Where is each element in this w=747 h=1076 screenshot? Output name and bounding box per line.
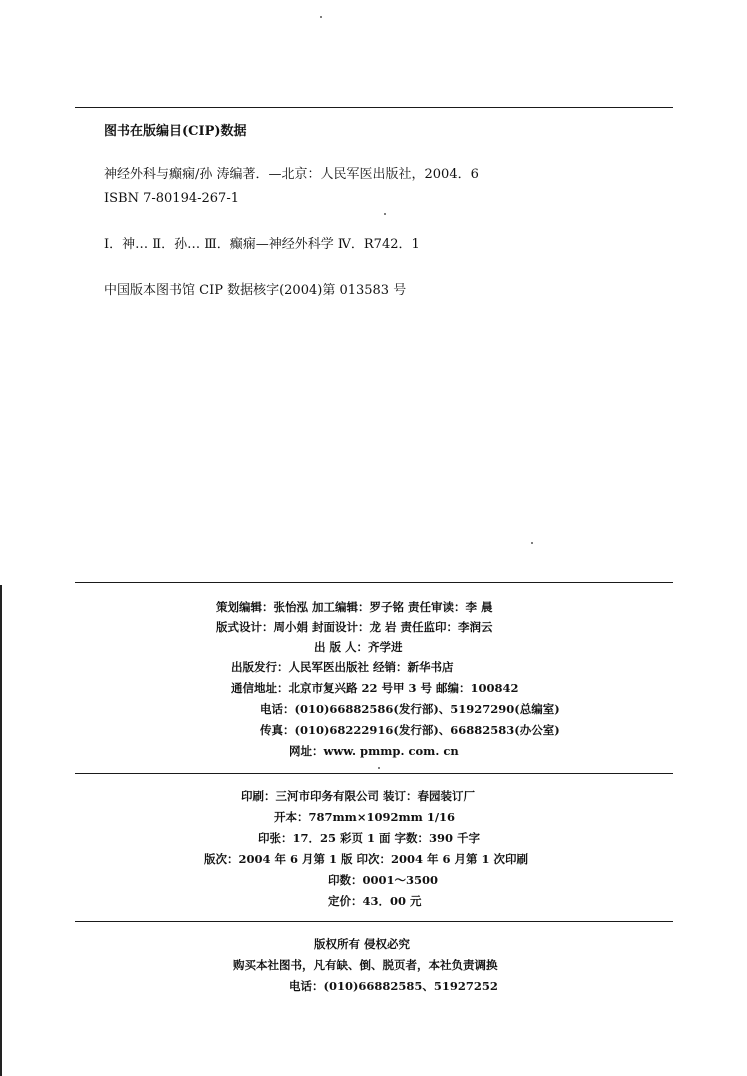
copyright-notice: 版权所有 侵权必究 (314, 937, 411, 951)
cip-subjects: Ⅰ．神… Ⅱ．孙… Ⅲ．癫痫—神经外科学 Ⅳ．R742．1 (104, 237, 420, 252)
cip-isbn: ISBN 7-80194-267-1 (104, 191, 239, 206)
top-rule (75, 107, 673, 108)
credits-phone: 电话：(010)66882586(发行部)、51927290(总编室) (260, 702, 560, 716)
cip-title-line: 神经外科与癫痫/孙 涛编著．—北京：人民军医出版社，2004．6 (104, 167, 479, 182)
printing-rule (75, 773, 673, 774)
credits-editors: 策划编辑：张怡泓 加工编辑：罗子铭 责任审读：李 晨 (216, 600, 493, 614)
credits-fax: 传真：(010)68222916(发行部)、66882583(办公室) (260, 723, 560, 737)
cip-heading: 图书在版编目(CIP)数据 (104, 124, 247, 139)
scan-speck (378, 767, 380, 769)
copyright-rule (75, 921, 673, 922)
copyright-exchange: 购买本社图书，凡有缺、倒、脱页者，本社负责调换 (233, 958, 498, 972)
credits-publisher-person: 出 版 人：齐学进 (314, 640, 403, 654)
scan-speck (531, 542, 533, 544)
credits-rule (75, 582, 673, 583)
credits-website: 网址：www. pmmp. com. cn (289, 744, 459, 758)
printing-format: 开本：787mm×1092mm 1/16 (274, 810, 456, 824)
scan-speck (384, 213, 386, 215)
printing-count: 印数：0001～3500 (328, 873, 439, 887)
cip-verify: 中国版本图书馆 CIP 数据核字(2004)第 013583 号 (104, 283, 407, 298)
credits-design: 版式设计：周小娟 封面设计：龙 岩 责任监印：李润云 (216, 620, 493, 634)
printing-printer: 印刷：三河市印务有限公司 装订：春园装订厂 (241, 789, 476, 803)
credits-distribution: 出版发行：人民军医出版社 经销：新华书店 (231, 660, 454, 674)
credits-address: 通信地址：北京市复兴路 22 号甲 3 号 邮编：100842 (231, 681, 519, 695)
scan-left-edge (0, 585, 2, 1076)
printing-edition: 版次：2004 年 6 月第 1 版 印次：2004 年 6 月第 1 次印刷 (204, 852, 529, 866)
printing-sheets: 印张：17．25 彩页 1 面 字数：390 千字 (258, 831, 481, 845)
printing-price: 定价：43．00 元 (328, 894, 422, 908)
scan-speck (320, 16, 322, 18)
copyright-phone: 电话：(010)66882585、51927252 (289, 979, 498, 993)
